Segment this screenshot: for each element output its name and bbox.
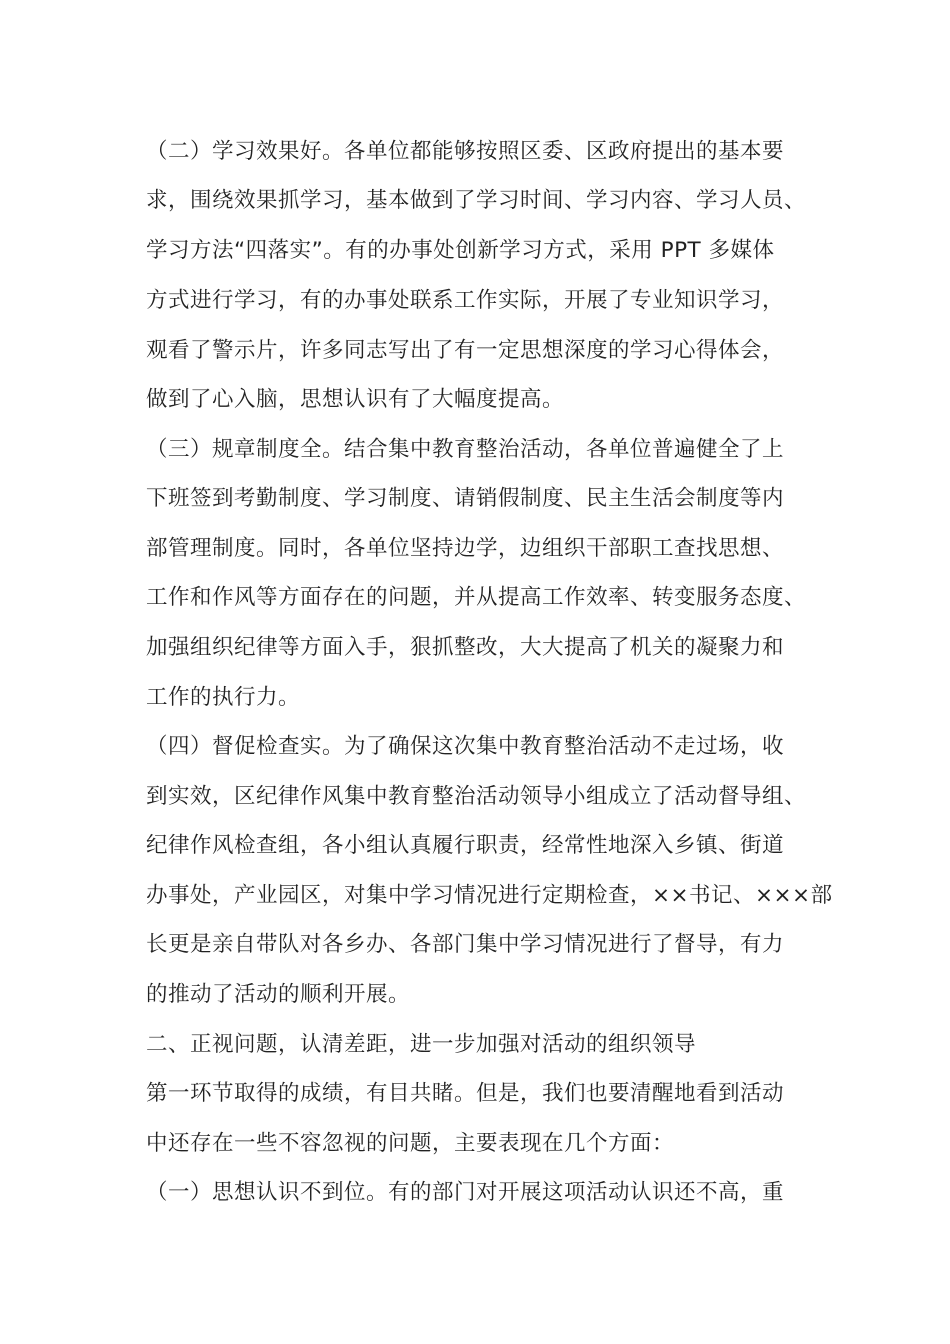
text-line: 纪律作风检查组，各小组认真履行职责，经常性地深入乡镇、街道 <box>146 833 785 858</box>
text-line: 到实效，区纪律作风集中教育整治活动领导小组成立了活动督导组、 <box>146 784 807 809</box>
text-line: 做到了心入脑，思想认识有了大幅度提高。 <box>146 387 565 412</box>
text-line: 方式进行学习，有的办事处联系工作实际，开展了专业知识学习， <box>146 288 785 313</box>
text-line: 求，围绕效果抓学习，基本做到了学习时间、学习内容、学习人员、 <box>146 188 807 213</box>
text-line: 加强组织纪律等方面入手，狠抓整改，大大提高了机关的凝聚力和 <box>146 635 785 660</box>
text-line: （三）规章制度全。结合集中教育整治活动，各单位普遍健全了上 <box>146 437 785 462</box>
text-line: （二）学习效果好。各单位都能够按照区委、区政府提出的基本要 <box>146 139 785 164</box>
text-line: 部管理制度。同时，各单位坚持边学，边组织干部职工查找思想、 <box>146 536 785 561</box>
text-line: 工作和作风等方面存在的问题，并从提高工作效率、转变服务态度、 <box>146 585 807 610</box>
text-line: 工作的执行力。 <box>146 685 301 710</box>
text-line: 学习方法“四落实”。有的办事处创新学习方式，采用 PPT 多媒体 <box>146 238 775 263</box>
text-line: 办事处，产业园区，对集中学习情况进行定期检查，××书记、×××部 <box>146 883 833 908</box>
section-heading: 二、正视问题，认清差距，进一步加强对活动的组织领导 <box>146 1032 697 1057</box>
text-line: 第一环节取得的成绩，有目共睹。但是，我们也要清醒地看到活动 <box>146 1081 785 1106</box>
text-line: 观看了警示片，许多同志写出了有一定思想深度的学习心得体会， <box>146 338 785 363</box>
text-line: 的推动了活动的顺利开展。 <box>146 982 411 1007</box>
text-line: 中还存在一些不容忽视的问题，主要表现在几个方面： <box>146 1131 675 1156</box>
text-line: （一）思想认识不到位。有的部门对开展这项活动认识还不高，重 <box>146 1180 785 1205</box>
text-line: （四）督促检查实。为了确保这次集中教育整治活动不走过场，收 <box>146 734 785 759</box>
text-line: 下班签到考勤制度、学习制度、请销假制度、民主生活会制度等内 <box>146 486 785 511</box>
text-line: 长更是亲自带队对各乡办、各部门集中学习情况进行了督导，有力 <box>146 932 785 957</box>
